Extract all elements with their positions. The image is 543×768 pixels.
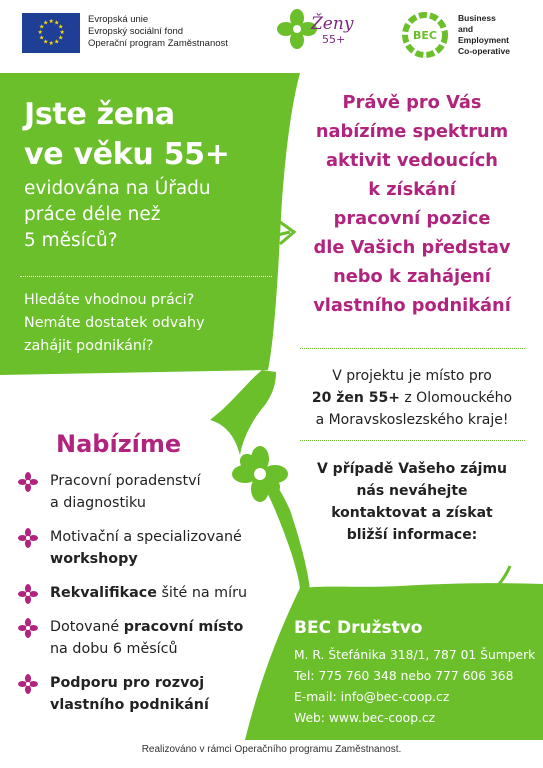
- eu-line: Evropský sociální fond: [88, 26, 184, 37]
- svg-text:★: ★: [58, 34, 64, 42]
- invitation-line: kontaktovat a získat: [331, 505, 493, 521]
- purple-flower-bullet-icon: [18, 472, 38, 492]
- question-line: Nemáte dostatek odvahy: [24, 315, 205, 331]
- invitation-line: V případě Vašeho zájmu: [316, 461, 508, 477]
- offer-line: nebo k zahájení: [333, 266, 491, 287]
- bec-full-name: [458, 13, 510, 57]
- svg-text:★: ★: [59, 29, 65, 36]
- svg-text:★: ★: [39, 23, 45, 31]
- offer-line: k získání: [368, 179, 456, 200]
- project-region: z Olomouckého: [399, 390, 513, 406]
- list-item: [18, 616, 278, 660]
- intro-questions: [24, 289, 205, 358]
- item-text: a diagnostiku: [50, 495, 146, 511]
- heading-line: ve věku 55+: [24, 137, 230, 172]
- question-line: Hledáte vhodnou práci?: [24, 292, 195, 308]
- bec-logo-icon: [402, 12, 454, 58]
- subtitle-line: 5 měsíců?: [24, 230, 118, 251]
- offer-line: dle Vašich představ: [313, 237, 511, 258]
- offer-line: Právě pro Vás: [342, 92, 482, 113]
- item-text: Dotované: [50, 619, 124, 635]
- item-text: vlastního podnikání: [50, 697, 209, 713]
- list-item: [18, 470, 278, 514]
- project-line: [292, 387, 532, 409]
- bec-line: Business: [458, 13, 496, 23]
- bec-line: and: [458, 24, 474, 34]
- svg-text:★: ★: [37, 29, 43, 36]
- main-heading: [24, 95, 230, 175]
- svg-text:★: ★: [54, 38, 60, 46]
- footer-text: Realizováno v rámci Operačního programu Zaměstnanost.: [141, 744, 402, 755]
- offer-statement: [292, 88, 532, 320]
- item-text: Rekvalifikace: [50, 585, 157, 601]
- eu-line: Evropská unie: [88, 14, 149, 25]
- contact-title: BEC Družstvo: [294, 618, 423, 638]
- bec-logo-text: BEC: [413, 29, 437, 42]
- svg-text:★: ★: [39, 34, 45, 42]
- contact-details: [294, 645, 535, 729]
- project-info: [292, 365, 532, 431]
- purple-flower-bullet-icon: [18, 528, 38, 548]
- svg-text:★: ★: [54, 19, 60, 27]
- subtitle-line: evidována na Úřadu: [24, 178, 211, 199]
- item-text: na dobu 6 měsíců: [50, 641, 178, 657]
- offers-heading: Nabízíme: [56, 430, 182, 458]
- eu-line: Operační program Zaměstnanost: [88, 38, 228, 49]
- list-item: [18, 582, 278, 604]
- purple-flower-bullet-icon: [18, 674, 38, 694]
- svg-text:★: ★: [43, 38, 49, 46]
- contact-phone: Tel: 775 760 348 nebo 777 606 368: [294, 669, 514, 683]
- intro-subtitle: [24, 176, 211, 254]
- list-item: [18, 672, 278, 716]
- contact-address: M. R. Štefánika 318/1, 787 01 Šumperk: [294, 648, 536, 662]
- purple-flower-bullet-icon: [18, 618, 38, 638]
- contact-web-link[interactable]: Web: www.bec-coop.cz: [294, 711, 436, 725]
- contact-email-link[interactable]: E-mail: info@bec-coop.cz: [294, 690, 450, 704]
- bec-line: Employment: [458, 35, 510, 45]
- offer-line: pracovní pozice: [333, 208, 491, 229]
- svg-text:★: ★: [58, 23, 64, 31]
- eu-program-text: [88, 14, 228, 50]
- heading-line: Jste žena: [24, 97, 175, 132]
- project-line: V projektu je místo pro: [332, 368, 492, 384]
- list-item: [18, 526, 278, 570]
- subtitle-line: práce déle než: [24, 204, 161, 225]
- item-text: Motivační a specializované: [50, 529, 242, 545]
- offer-line: nabízíme spektrum: [315, 121, 509, 142]
- svg-text:★: ★: [48, 40, 54, 47]
- purple-flower-bullet-icon: [18, 584, 38, 604]
- item-text: pracovní místo: [123, 619, 244, 635]
- header: [0, 0, 543, 70]
- project-count: 20 žen 55+: [311, 390, 400, 406]
- dotted-divider: [300, 440, 525, 441]
- offer-line: vlastního podnikání: [313, 295, 511, 316]
- item-text: šité na míru: [156, 585, 248, 601]
- project-line: a Moravskoslezského kraje!: [315, 412, 509, 428]
- item-text: Podporu pro rozvoj: [50, 675, 205, 691]
- invitation-line: bližší informace:: [346, 527, 478, 543]
- svg-text:★: ★: [48, 18, 54, 25]
- offers-list: [18, 470, 278, 728]
- question-line: zahájit podnikání?: [24, 338, 154, 354]
- dotted-divider: [300, 348, 525, 349]
- bec-line: Co-operative: [458, 46, 510, 56]
- offer-line: aktivit vedoucích: [326, 150, 498, 171]
- zeny-logo-title: Ženy: [311, 14, 354, 34]
- item-text: workshopy: [50, 551, 138, 567]
- dotted-divider: [20, 276, 272, 277]
- eu-flag-logo: [22, 13, 80, 53]
- contact-invitation: [292, 458, 532, 546]
- zeny-logo-subtitle: 55+: [322, 33, 346, 46]
- item-text: Pracovní poradenství: [50, 473, 201, 489]
- svg-text:★: ★: [43, 19, 49, 27]
- invitation-line: nás neváhejte: [356, 483, 468, 499]
